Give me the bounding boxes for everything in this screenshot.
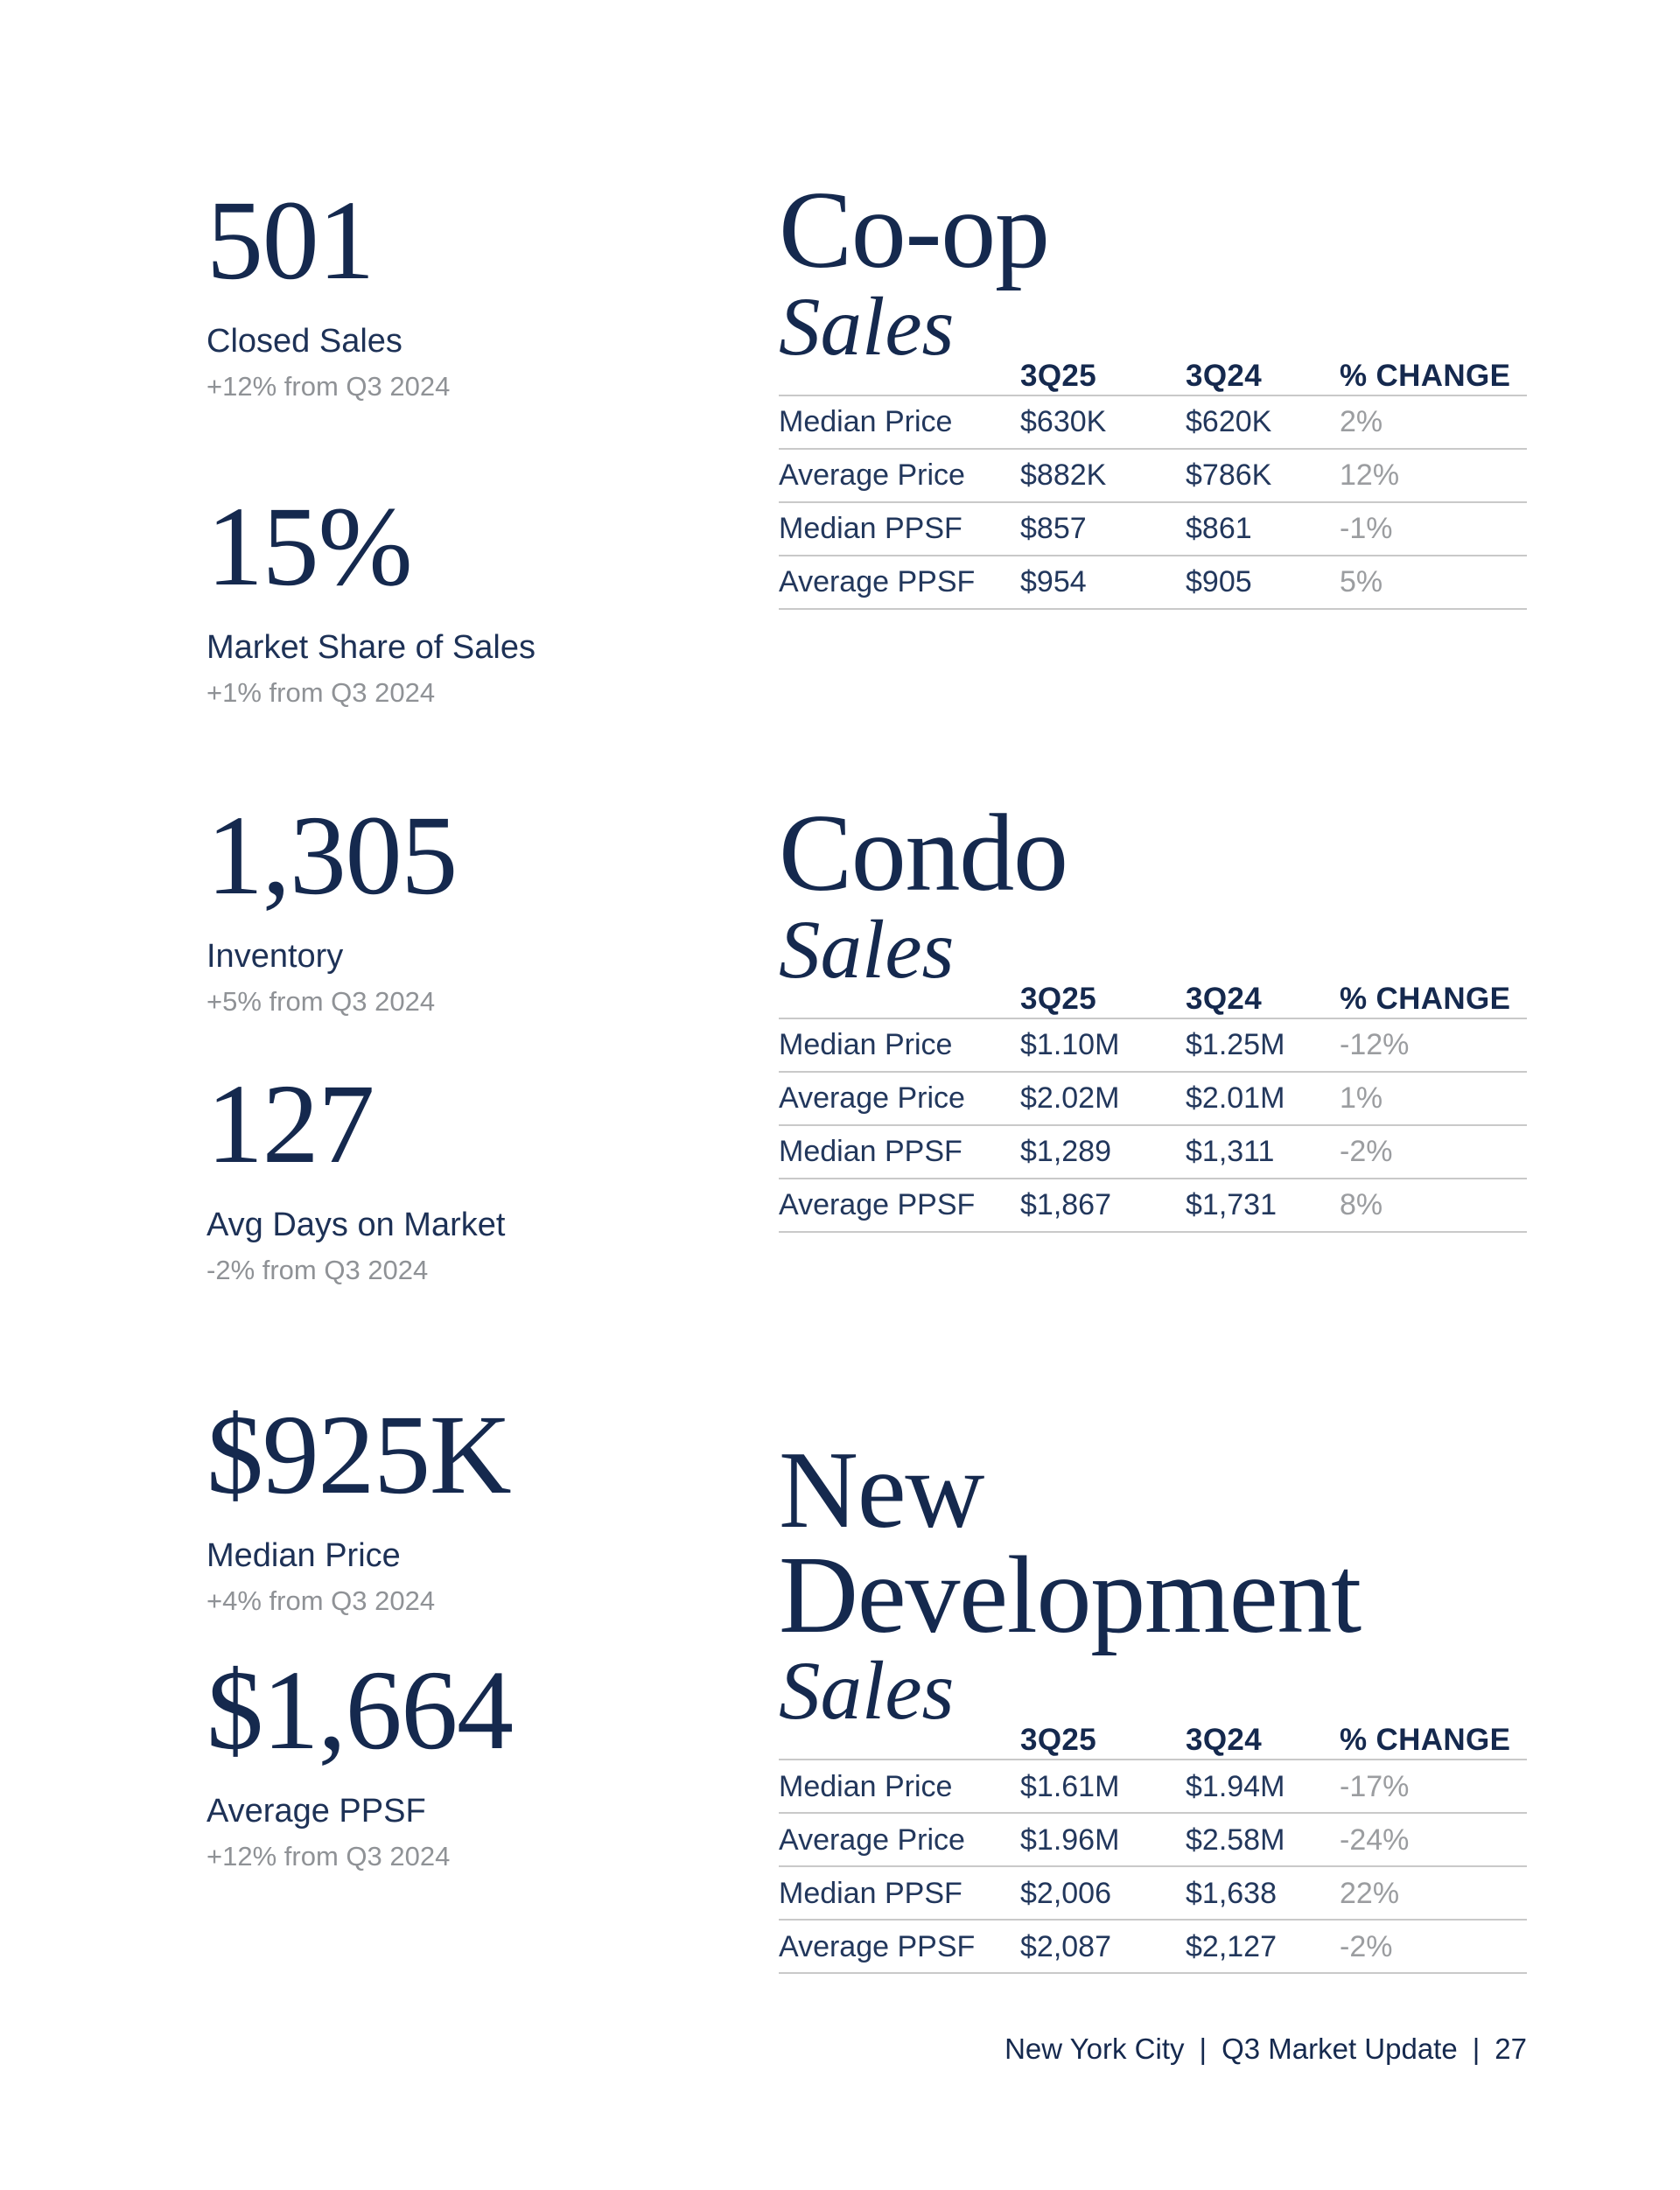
column-header-pct-change: % CHANGE xyxy=(1340,358,1511,393)
value-3q25: $1,289 xyxy=(1020,1135,1111,1169)
value-3q24: $1,731 xyxy=(1186,1188,1277,1222)
table-new-development-sales xyxy=(779,1430,1527,1974)
table-title: Condo xyxy=(779,793,1068,914)
table-row xyxy=(779,1178,1527,1231)
value-3q24: $1,638 xyxy=(1186,1876,1277,1910)
value-3q24: $620K xyxy=(1186,405,1272,439)
stat-value: $1,664 xyxy=(206,1648,513,1774)
row-label: Median PPSF xyxy=(779,1135,962,1169)
table-header-row xyxy=(779,902,1527,1016)
stat-value: $925K xyxy=(206,1392,511,1518)
footer-report-title: Q3 Market Update xyxy=(1222,2033,1458,2065)
column-header-pct-change: % CHANGE xyxy=(1340,981,1511,1016)
row-label: Average Price xyxy=(779,1081,965,1116)
value-pct-change: -24% xyxy=(1340,1823,1410,1857)
value-pct-change: 2% xyxy=(1340,405,1383,439)
table-subtitle: Sales xyxy=(779,279,955,373)
stat-value: 501 xyxy=(206,178,374,304)
column-header-3q24: 3Q24 xyxy=(1186,981,1263,1016)
stat-median-price xyxy=(206,1392,749,1617)
table-row xyxy=(779,448,1527,501)
stat-change: +12% from Q3 2024 xyxy=(206,1840,451,1872)
table-row xyxy=(779,555,1527,608)
page-footer xyxy=(1004,2032,1527,2067)
value-3q25: $1.61M xyxy=(1020,1769,1120,1803)
value-3q25: $2,006 xyxy=(1020,1876,1111,1910)
value-3q25: $2.02M xyxy=(1020,1081,1120,1116)
footer-separator: | xyxy=(1472,2033,1480,2065)
footer-location: New York City xyxy=(1004,2033,1185,2065)
table-row xyxy=(779,395,1527,448)
table-row xyxy=(779,1759,1527,1812)
table-body xyxy=(779,1018,1527,1233)
row-label: Average Price xyxy=(779,1823,965,1857)
footer-page-number: 27 xyxy=(1494,2033,1527,2065)
table-body xyxy=(779,1759,1527,1974)
value-3q25: $630K xyxy=(1020,405,1107,439)
column-header-pct-change: % CHANGE xyxy=(1340,1723,1511,1758)
value-3q25: $1.96M xyxy=(1020,1823,1120,1857)
value-pct-change: 5% xyxy=(1340,565,1383,599)
row-label: Median Price xyxy=(779,1769,953,1803)
stat-market-share xyxy=(206,484,749,709)
table-subtitle: Sales xyxy=(779,902,955,996)
stat-label: Avg Days on Market xyxy=(206,1207,506,1243)
table-condo-sales xyxy=(779,793,1527,1233)
table-row xyxy=(779,1812,1527,1865)
row-label: Average Price xyxy=(779,458,965,493)
row-label: Median PPSF xyxy=(779,1876,962,1910)
column-header-3q24: 3Q24 xyxy=(1186,358,1263,393)
value-3q24: $786K xyxy=(1186,458,1272,493)
row-label: Average PPSF xyxy=(779,565,976,599)
value-3q24: $861 xyxy=(1186,512,1252,546)
value-3q25: $2,087 xyxy=(1020,1929,1111,1963)
row-label: Average PPSF xyxy=(779,1929,976,1963)
stat-value: 127 xyxy=(206,1061,374,1187)
value-pct-change: 12% xyxy=(1340,458,1400,493)
value-3q24: $1,311 xyxy=(1186,1135,1275,1169)
value-3q24: $2.01M xyxy=(1186,1081,1285,1116)
stat-change: +12% from Q3 2024 xyxy=(206,370,451,402)
row-label: Median Price xyxy=(779,1028,953,1062)
stat-label: Median Price xyxy=(206,1537,401,1574)
table-coop-sales xyxy=(779,170,1527,610)
stat-average-ppsf xyxy=(206,1648,749,1872)
table-subtitle: Sales xyxy=(779,1644,955,1738)
value-3q25: $882K xyxy=(1020,458,1107,493)
stat-change: +5% from Q3 2024 xyxy=(206,985,436,1017)
value-pct-change: 22% xyxy=(1340,1876,1400,1910)
table-row xyxy=(779,1071,1527,1124)
stat-label: Average PPSF xyxy=(206,1793,426,1830)
stat-change: +1% from Q3 2024 xyxy=(206,676,436,708)
value-3q24: $2.58M xyxy=(1186,1823,1285,1857)
column-header-3q25: 3Q25 xyxy=(1020,981,1097,1016)
stat-change: -2% from Q3 2024 xyxy=(206,1254,429,1285)
column-header-3q25: 3Q25 xyxy=(1020,1723,1097,1758)
column-header-3q24: 3Q24 xyxy=(1186,1723,1263,1758)
value-3q25: $857 xyxy=(1020,512,1087,546)
table-row xyxy=(779,1865,1527,1919)
footer-separator: | xyxy=(1199,2033,1208,2065)
value-3q24: $1.94M xyxy=(1186,1769,1285,1803)
table-row xyxy=(779,501,1527,555)
stat-inventory xyxy=(206,793,749,1018)
stat-value: 1,305 xyxy=(206,793,458,919)
value-3q24: $1.25M xyxy=(1186,1028,1285,1062)
table-row xyxy=(779,1919,1527,1972)
column-header-3q25: 3Q25 xyxy=(1020,358,1097,393)
row-label: Median Price xyxy=(779,405,953,439)
value-3q24: $2,127 xyxy=(1186,1929,1277,1963)
stat-closed-sales xyxy=(206,178,749,402)
value-pct-change: -2% xyxy=(1340,1929,1393,1963)
value-pct-change: -12% xyxy=(1340,1028,1410,1062)
stat-label: Market Share of Sales xyxy=(206,629,536,666)
table-body xyxy=(779,395,1527,610)
value-pct-change: 8% xyxy=(1340,1188,1383,1222)
row-label: Average PPSF xyxy=(779,1188,976,1222)
stat-days-on-market xyxy=(206,1061,749,1286)
value-pct-change: -17% xyxy=(1340,1769,1410,1803)
stat-label: Closed Sales xyxy=(206,323,402,360)
stat-label: Inventory xyxy=(206,938,344,975)
table-header-row xyxy=(779,279,1527,393)
table-header-row xyxy=(779,1644,1527,1758)
value-3q25: $954 xyxy=(1020,565,1087,599)
stat-change: +4% from Q3 2024 xyxy=(206,1585,436,1616)
value-pct-change: 1% xyxy=(1340,1081,1383,1116)
table-title: Co-op xyxy=(779,170,1049,291)
table-row xyxy=(779,1124,1527,1178)
value-3q25: $1,867 xyxy=(1020,1188,1111,1222)
value-pct-change: -1% xyxy=(1340,512,1393,546)
value-3q25: $1.10M xyxy=(1020,1028,1120,1062)
value-pct-change: -2% xyxy=(1340,1135,1393,1169)
value-3q24: $905 xyxy=(1186,565,1252,599)
table-row xyxy=(779,1018,1527,1071)
row-label: Median PPSF xyxy=(779,512,962,546)
stat-value: 15% xyxy=(206,484,412,610)
table-title: New Development xyxy=(779,1430,1361,1656)
